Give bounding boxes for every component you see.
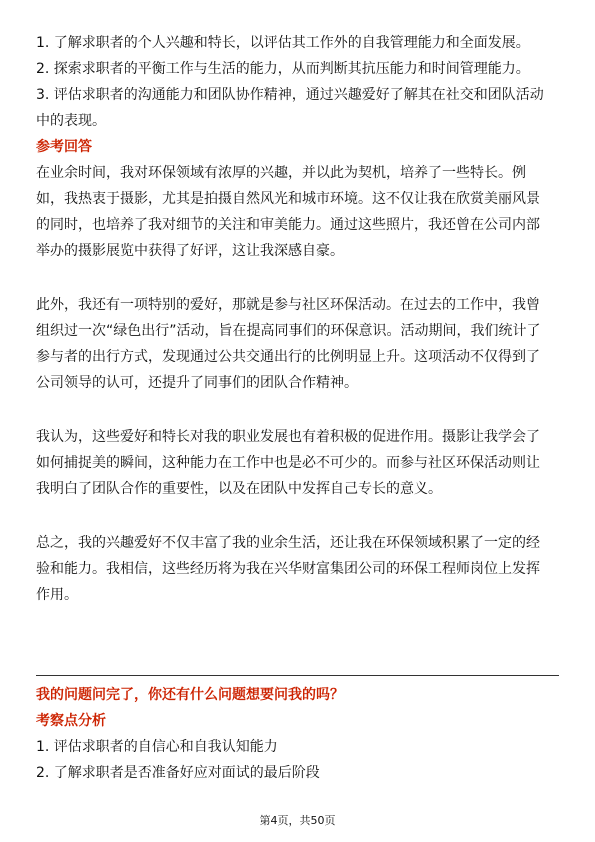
paragraph-line: 我明白了团队合作的重要性，以及在团队中发挥自己专长的意义。 <box>36 481 442 497</box>
paragraph-line: 此外，我还有一项特别的爱好，那就是参与社区环保活动。在过去的工作中，我曾 <box>36 297 540 313</box>
paragraph-line: 在业余时间，我对环保领域有浓厚的兴趣，并以此为契机，培养了一些特长。例 <box>36 165 526 181</box>
paragraph-line: 参与者的出行方式，发现通过公共交通出行的比例明显上升。这项活动不仅得到了 <box>36 349 540 365</box>
reference-paragraph-1 <box>36 160 559 264</box>
paragraph-line: 总之，我的兴趣爱好不仅丰富了我的业余生活，还让我在环保领域积累了一定的经 <box>36 535 540 551</box>
page-number: 第4页，共50页 <box>259 814 336 827</box>
paragraph-line: 作用。 <box>36 587 78 603</box>
reference-paragraph-2 <box>36 292 559 396</box>
paragraph-line: 的同时，也培养了我对细节的关注和审美能力。通过这些照片，我还曾在公司内部 <box>36 217 540 233</box>
analysis-point: 1. 了解求职者的个人兴趣和特长，以评估其工作外的自我管理能力和全面发展。 <box>36 35 530 51</box>
reference-paragraph-4 <box>36 530 559 608</box>
section-divider <box>36 675 559 676</box>
analysis-point: 2. 探索求职者的平衡工作与生活的能力，从而判断其抗压能力和时间管理能力。 <box>36 61 530 77</box>
analysis-point: 3. 评估求职者的沟通能力和团队协作精神，通过兴趣爱好了解其在社交和团队活动 <box>36 87 544 103</box>
next-question-section <box>36 682 559 786</box>
next-question-title: 我的问题问完了，你还有什么问题想要问我的吗？ <box>36 687 344 703</box>
paragraph-line: 公司领导的认可，还提升了同事们的团队合作精神。 <box>36 375 358 391</box>
paragraph-line: 组织过一次“绿色出行”活动，旨在提高同事们的环保意识。活动期间，我们统计了 <box>36 323 541 339</box>
paragraph-line: 举办的摄影展览中获得了好评，这让我深感自豪。 <box>36 243 344 259</box>
next-analysis-heading: 考察点分析 <box>36 713 106 729</box>
next-analysis-point: 2. 了解求职者是否准备好应对面试的最后阶段 <box>36 765 320 781</box>
page-content <box>36 30 559 608</box>
paragraph-line: 我认为，这些爱好和特长对我的职业发展也有着积极的促进作用。摄影让我学会了 <box>36 429 540 445</box>
paragraph-line: 验和能力。我相信，这些经历将为我在兴华财富集团公司的环保工程师岗位上发挥 <box>36 561 540 577</box>
analysis-point-continued: 中的表现。 <box>36 113 106 129</box>
paragraph-line: 如，我热衷于摄影，尤其是拍摄自然风光和城市环境。这不仅让我在欣赏美丽风景 <box>36 191 540 207</box>
paragraph-line: 如何捕捉美的瞬间，这种能力在工作中也是必不可少的。而参与社区环保活动则让 <box>36 455 540 471</box>
reference-heading: 参考回答 <box>36 139 92 155</box>
reference-paragraph-3 <box>36 424 559 502</box>
next-analysis-point: 1. 评估求职者的自信心和自我认知能力 <box>36 739 278 755</box>
